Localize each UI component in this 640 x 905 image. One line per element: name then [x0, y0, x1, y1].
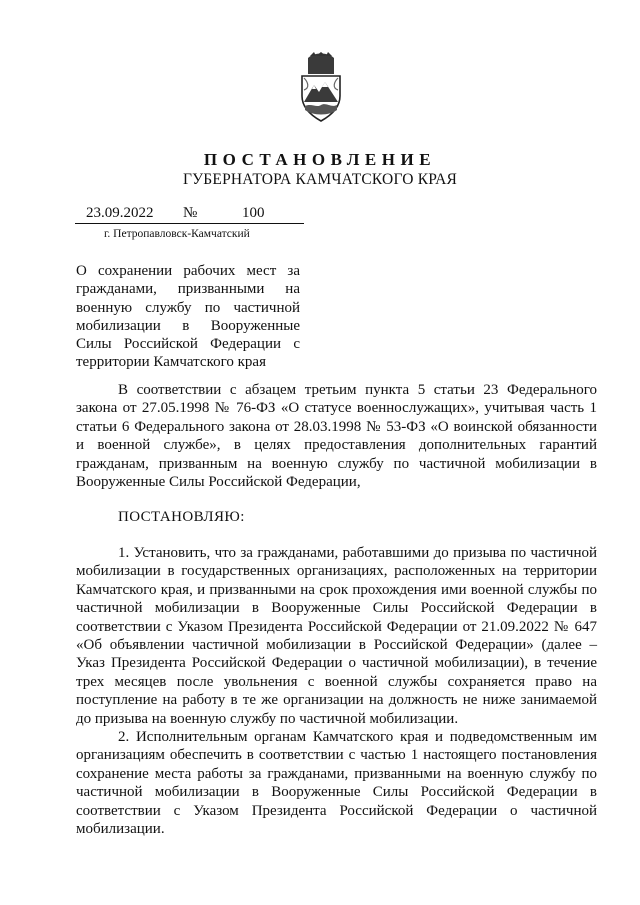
document-place: г. Петропавловск-Камчатский [104, 228, 250, 240]
document-date: 23.09.2022 [86, 205, 154, 221]
document-number: 100 [242, 205, 265, 221]
coat-of-arms-icon [298, 52, 344, 122]
decree-item-2: 2. Исполнительным органам Камчатского края и подведомственным им организациям обеспечить в соответствии с частью 1 настоящего постановления сохранение места работы за гражданами, призванными на военную службу по частичной мобилизации в Вооруженные Силы Российской Федерации в соответствии с Указом Президента Российской Федерации о частичной мобилизации. [76, 729, 597, 838]
document-subtitle: ГУБЕРНАТОРА КАМЧАТСКОГО КРАЯ [182, 171, 458, 188]
decree-items [76, 544, 597, 839]
decree-word: ПОСТАНОВЛЯЮ: [118, 509, 245, 525]
document-title: ПОСТАНОВЛЕНИЕ [203, 150, 437, 169]
preamble-paragraph: В соответствии с абзацем третьим пункта 5 статьи 23 Федерального закона от 27.05.1998 № 76-ФЗ «О статусе военнослужащих», учитывая часть 1 статьи 6 Федерального закона от 28.03.1998 № 53-ФЗ «О воинской обязанности и военной службе», в целях предоставления дополнительных гарантий гражданам, призванным на военную службу по частичной мобилизации в Вооруженные Силы Российской Федерации, [76, 382, 597, 491]
number-sign: № [183, 205, 198, 221]
decree-item-1: 1. Установить, что за гражданами, работавшими до призыва по частичной мобилизации в государственных организациях, расположенных на территории Камчатского края, и призванными на срок прохождения ими военной службы по частичной мобилизации в Вооруженные Силы Российской Федерации в соответствии с Указом Президента Российской Федерации от 21.09.2022 № 647 «Об объявлении частичной мобилизации в Российской Федерации» (далее – Указ Президента Российской Федерации о частичной мобилизации), в течение трех месяцев после увольнения с военной службы сохраняется право на поступление на работу в те же организации на должность не ниже занимаемой до призыва на военную службу по частичной мобилизации. [76, 545, 597, 727]
preamble [76, 381, 597, 491]
requisites-underline [75, 223, 304, 224]
document-subject: О сохранении рабочих мест за гражданами, призванными на военную службу по частичной мобилизации в Вооруженные Силы Российской Федерации с территории Камчатского края [76, 263, 300, 371]
